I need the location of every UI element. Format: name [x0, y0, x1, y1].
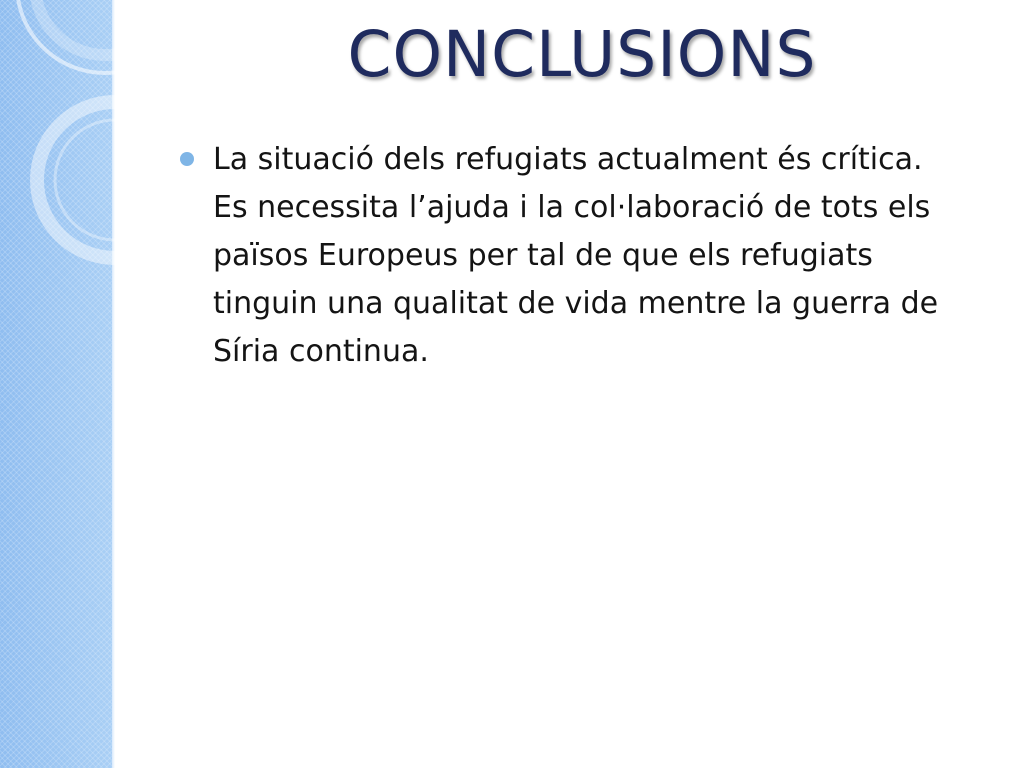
- bullet-text-line: La situació dels refugiats actualment és crítica.: [213, 142, 923, 177]
- bullet-dot-icon: [180, 152, 194, 166]
- bullet-text-line: Síria continua.: [213, 334, 429, 369]
- decorative-ring-lower-thin: [55, 120, 175, 240]
- bullet-text-line: Es necessita l’ajuda i la col·laboració de tots els: [213, 190, 931, 225]
- bullet-item: [180, 136, 980, 376]
- bullet-text-line: països Europeus per tal de que els refugiats: [213, 238, 873, 273]
- decorative-ring-lower: [37, 102, 193, 258]
- bullet-text-line: tinguin una qualitat de vida mentre la guerra de: [213, 286, 939, 321]
- decorative-rings: [0, 0, 160, 300]
- bullet-list: [180, 136, 980, 376]
- slide-title: CONCLUSIONS: [347, 18, 817, 91]
